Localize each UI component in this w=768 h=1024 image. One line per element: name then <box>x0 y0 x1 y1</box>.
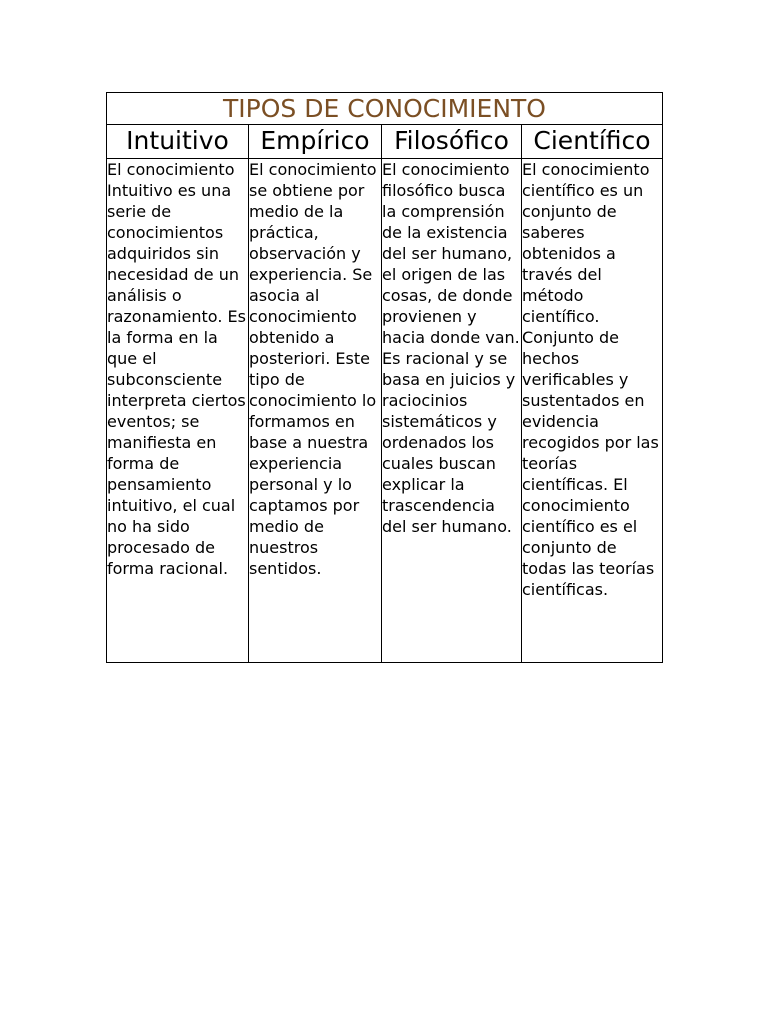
header-empirico: Empírico <box>249 125 382 159</box>
cell-empirico: El conocimiento se obtiene por medio de la práctica, observación y experiencia. Se asocia al conocimiento obtenido a posteriori. Este tipo de conocimiento lo formamos en base a nuestra experiencia personal y lo captamos por medio de nuestros sentidos. <box>249 159 382 663</box>
header-row <box>107 125 663 159</box>
table-row <box>107 159 663 663</box>
title-row <box>107 93 663 125</box>
header-filosofico: Filosófico <box>382 125 522 159</box>
header-intuitivo: Intuitivo <box>107 125 249 159</box>
header-cientifico: Científico <box>522 125 663 159</box>
table-title: TIPOS DE CONOCIMIENTO <box>107 93 663 125</box>
knowledge-types-table <box>106 92 663 663</box>
cell-filosofico: El conocimiento filosófico busca la comprensión de la existencia del ser humano, el origen de las cosas, de donde provienen y hacia donde van. Es racional y se basa en juicios y raciocinios sistemáticos y ordenados los cuales buscan explicar la trascendencia del ser humano. <box>382 159 522 663</box>
cell-cientifico: El conocimiento científico es un conjunto de saberes obtenidos a través del método científico. Conjunto de hechos verificables y sustentados en evidencia recogidos por las teorías científicas. El conocimiento científico es el conjunto de todas las teorías científicas. <box>522 159 663 663</box>
cell-intuitivo: El conocimiento Intuitivo es una serie de conocimientos adquiridos sin necesidad de un análisis o razonamiento. Es la forma en la que el subconsciente interpreta ciertos eventos; se manifiesta en forma de pensamiento intuitivo, el cual no ha sido procesado de forma racional. <box>107 159 249 663</box>
